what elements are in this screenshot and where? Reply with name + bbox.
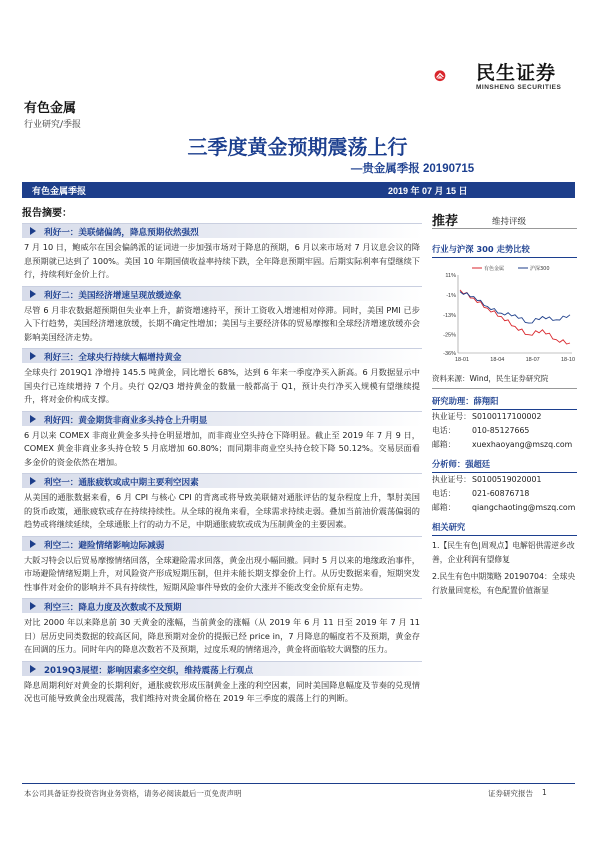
rating-row <box>432 209 577 229</box>
contact-key: 邮箱： <box>432 440 456 449</box>
x-tick-label: 18-01 <box>454 357 470 363</box>
contact-value: 021-60876718 <box>472 489 530 498</box>
summary-column <box>22 204 422 706</box>
section-heading-bar <box>22 348 422 363</box>
related-heading: 相关研究 <box>432 521 577 536</box>
band-date: 2019 年 07 月 15 日 <box>388 186 468 196</box>
bullet-triangle-icon <box>30 665 36 673</box>
contact-value: xuexhaoyang@mszq.com <box>472 440 573 449</box>
y-tick-label: -1% <box>446 292 456 299</box>
section-body: 降息周期利好对黄金的长期利好，通胀疲软形成压制黄金上涨的利空因素，同时美国降息幅度及节奏的兑现情况也可能导致黄金出现震荡，我们维持对贵金属价格在 2019 年三季度的震荡上行的判断。 <box>24 679 420 703</box>
person-role: 研究助理： <box>432 396 474 406</box>
bullet-triangle-icon <box>30 227 36 235</box>
contact-line <box>432 473 577 487</box>
series-line-csi300 <box>460 292 570 324</box>
sidebar-column <box>432 209 577 598</box>
bullet-triangle-icon <box>30 352 36 360</box>
contact-key: 电话： <box>432 426 456 435</box>
summary-section <box>22 223 422 282</box>
section-heading-bar <box>22 223 422 238</box>
contact-key: 邮箱： <box>432 503 456 512</box>
section-heading-bar <box>22 661 422 676</box>
summary-section <box>22 348 422 407</box>
section-heading-bar <box>22 411 422 426</box>
related-report-link[interactable]: 2.民生有色中期策略 20190704：全球央行放量回宽松，有色配置价值渐显 <box>432 572 576 595</box>
bullet-triangle-icon <box>30 477 36 485</box>
contact-value: qiangchaoting@mszq.com <box>472 503 576 512</box>
section-body: 大阪习特会以后贸易摩擦情绪回落，全球避险需求回落，黄金出现小幅回撤。同时 5 月以来的地缘政治事件，市场避险情绪短期上升，对风险资产形成短期压制，但并未能长期支撑金价上行。从历史数据来看，短期突发性事件对金价的影响并不具有持续性，短期风险事件导致的金价大涨并不能改变金价原有走势。 <box>24 554 420 592</box>
rating-value: 维持评级 <box>492 217 527 227</box>
trend-chart-svg <box>432 261 577 371</box>
summary-section <box>22 598 422 657</box>
related-report-link[interactable]: 1.【民生有色|周观点】电解铝供需逆乡改善，企业利润有望修复 <box>432 541 575 564</box>
contact-value: 010-85127665 <box>472 426 530 435</box>
x-tick-label: 18-10 <box>560 357 576 363</box>
summary-label: 报告摘要： <box>22 208 72 219</box>
section-heading-bar <box>22 473 422 488</box>
summary-sections <box>22 223 422 706</box>
brand-name-english: MINSHENG SECURITIES <box>476 84 562 91</box>
footer-disclaimer: 本公司具备证券投资咨询业务资格，请务必阅读最后一页免责声明 <box>24 789 242 798</box>
person-heading <box>432 458 577 473</box>
report-subtitle: —贵金属季报 20190715 <box>350 163 475 175</box>
section-body: 尽管 6 月非农数据超预期但失业率上升，薪资增速持平，预计工资收入增速相对停滞。同时，美国 PMI 已步入下行趋势，美国经济增速放缓，长期不确定性增加；美国与主要经济体的贸易摩擦和全球经济增速放缓亦会影响美国经济走势。 <box>24 304 420 342</box>
section-heading-bar <box>22 598 422 613</box>
y-tick-label: -13% <box>443 312 456 319</box>
trend-chart <box>432 261 577 371</box>
contact-key: 电话： <box>432 489 456 498</box>
brand-name: 民生证券 <box>476 62 557 84</box>
bullet-triangle-icon <box>30 540 36 548</box>
header-band <box>22 182 575 198</box>
section-heading: 利好三：全球央行持续大幅增持黄金 <box>44 353 182 363</box>
y-tick-label: -36% <box>443 351 456 357</box>
person-heading <box>432 395 577 410</box>
legend-label: 沪深300 <box>530 266 550 272</box>
contact-line <box>432 501 577 515</box>
bullet-triangle-icon <box>30 290 36 298</box>
series-line-nonferrous <box>460 290 570 344</box>
y-tick-label: 11% <box>445 273 456 279</box>
summary-section <box>22 473 422 532</box>
section-heading: 利空一：通胀疲软或成中期主要利空因素 <box>44 478 199 488</box>
band-report-type: 有色金属季报 <box>32 187 87 197</box>
person-name: 薛翔阳 <box>473 396 499 406</box>
section-heading: 利好二：美国经济增速呈现放缓迹象 <box>44 290 182 301</box>
bullet-triangle-icon <box>30 415 36 423</box>
contact-value: S0100117100002 <box>472 412 542 421</box>
contact-line <box>432 410 577 424</box>
x-tick-label: 18-04 <box>490 357 505 363</box>
summary-section <box>22 536 422 595</box>
footer-divider <box>22 783 575 784</box>
report-category: 行业研究/季报 <box>24 120 82 130</box>
bullet-triangle-icon <box>30 602 36 610</box>
chart-source: 资料来源：Wind，民生证券研究院 <box>432 373 577 389</box>
section-heading: 利空三：降息力度及次数或不及预期 <box>44 603 182 613</box>
section-heading: 利空二：避险情绪影响边际减弱 <box>44 540 165 551</box>
contact-line <box>432 424 577 438</box>
related-list <box>432 539 577 598</box>
minsheng-logo-icon <box>434 56 474 96</box>
section-body: 对比 2000 年以来降息前 30 天黄金的涨幅，当前黄金的涨幅（从 2019 年 6 月 11 日至 2019 年 7 月 11 日）居历史同类数据的较高区间，降息预期对金价的提振已经 price in，7 月降息的幅度若不及预期，黄金存在回调的压力。同时年内的降息次数若不及预期，过度乐观的情绪退冷，黄金将面临较大调整的压力。 <box>24 617 420 654</box>
section-heading: 2019Q3展望：影响因素多空交织，维持震荡上行观点 <box>44 665 254 676</box>
contact-key: 执业证号： <box>432 475 471 484</box>
summary-section <box>22 411 422 470</box>
report-title: 三季度黄金预期震荡上行 <box>187 135 408 159</box>
section-heading-bar <box>22 536 422 551</box>
y-tick-label: -25% <box>443 332 456 339</box>
rating-label: 推荐 <box>432 214 459 229</box>
summary-section <box>22 286 422 345</box>
footer-doc-type: 证券研究报告 <box>488 789 533 798</box>
section-heading: 利好四：黄金期货非商业多头持仓上升明显 <box>44 415 208 426</box>
legend-label: 有色金属 <box>484 266 505 272</box>
contact-line <box>432 487 577 501</box>
people-block <box>432 395 577 515</box>
person-role: 分析师： <box>432 459 466 469</box>
person-name: 强超廷 <box>465 459 491 469</box>
contact-key: 执业证号： <box>432 412 471 421</box>
section-body: 全球央行 2019Q1 净增持 145.5 吨黄金，同比增长 68%，达到 6 年来一季度净买入新高。6 月数据显示中国央行已连续增持 7 个月。央行 Q2/Q3 增持黄金的数量一般都高于 Q1，预计央行净买入规模有望继续提升，将对金价构成支撑。 <box>24 367 420 404</box>
section-heading-bar <box>22 286 422 301</box>
contact-value: S0100519020001 <box>472 475 542 484</box>
page-number: 1 <box>542 788 547 797</box>
section-body: 7 月 10 日，鲍威尔在国会偏鸽派的证词进一步加强市场对于降息的预期，6 月以来市场对 7 月议息会议的降息预期就已达到了 100%。美国 10 年期国债收益率持续下跌，全年降息预期牢固。后期实际利率有望继续下行，持续利好金价上行。 <box>24 242 420 279</box>
contact-line <box>432 438 577 452</box>
chart-title: 行业与沪深 300 走势比较 <box>432 243 577 258</box>
summary-section <box>22 661 422 706</box>
x-tick-label: 18-07 <box>525 357 540 363</box>
section-body: 6 月以来 COMEX 非商业黄金多头持仓明显增加，而非商业空头持仓下降明显。截止至 2019 年 7 月 9 日，COMEX 黄金非商业多头持仓较 5 月底增加 60.80%；而同期非商业空头持仓较下降 50.12%。交易层面看多金价的资金依然在增加。 <box>24 429 420 467</box>
sector-label: 有色金属 <box>24 101 77 116</box>
section-heading: 利好一：美联储偏鸽，降息预期依然强烈 <box>44 228 199 238</box>
section-body: 从美国的通胀数据来看，6 月 CPI 与核心 CPI 的背离或将导致美联储对通胀评估的复杂程度上升，掣肘美国的货币政策，通胀疲软或存在持续持续性。从全球的视角来看，全球需求持续走弱。叠加当前油价震荡偏弱的趋势或将继续延续，全球通胀上行的动力不足，中期通胀疲软或成为压制黄金的主要因素。 <box>24 492 420 529</box>
